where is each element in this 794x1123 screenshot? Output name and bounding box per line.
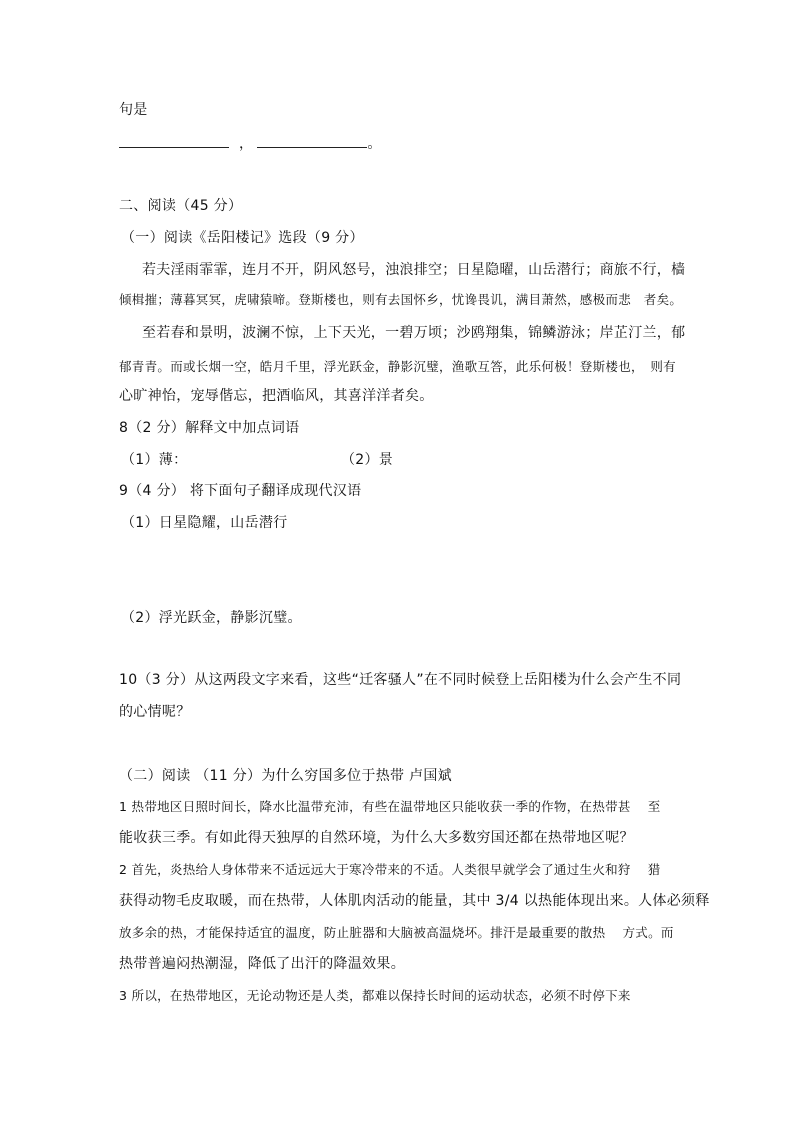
passage-3-para-3-line-1: 3 所以，在热带地区，无论动物还是人类，都难以保持长时间的运动状态，必须不时停下来 bbox=[119, 988, 631, 1003]
question-9-item-1: （1）日星隐耀，山岳潜行 bbox=[121, 515, 288, 531]
blank-end-period: 。 bbox=[367, 136, 382, 152]
answer-blanks-row bbox=[119, 135, 382, 153]
question-9: 9（4 分） 将下面句子翻译成现代汉语 bbox=[119, 483, 362, 499]
blank-separator: ， bbox=[239, 136, 254, 152]
passage-3-para-2-line-1: 2 首先，炎热给人身体带来不适远远大于寒冷带来的不适。人类很早就学会了通过生火和狩 猎 bbox=[119, 862, 661, 877]
part-1-title: （一）阅读《岳阳楼记》选段（9 分） bbox=[121, 230, 364, 246]
passage-3-para-2-line-4: 热带普遍闷热潮湿，降低了出汗的降温效果。 bbox=[119, 956, 405, 972]
passage-1-line-2: 倾楫摧；薄暮冥冥，虎啸猿啼。登斯楼也，则有去国怀乡，忧谗畏讥，满目萧然，感极而悲 者矣。 bbox=[119, 292, 683, 307]
question-10-line-1: 10（3 分）从这两段文字来看，这些“迁客骚人”在不同时候登上岳阳楼为什么会产生不同 bbox=[119, 672, 682, 688]
question-9-item-2: （2）浮光跃金，静影沉璧。 bbox=[121, 610, 302, 626]
passage-2-line-3: 心旷神怡，宠辱偕忘，把酒临风，其喜洋洋者矣。 bbox=[119, 388, 434, 404]
part-2-title: （二）阅读 （11 分）为什么穷国多位于热带 卢国斌 bbox=[119, 768, 452, 784]
section-2-title: 二、阅读（45 分） bbox=[119, 198, 243, 214]
question-7-tail: 句是 bbox=[119, 102, 148, 118]
passage-3-para-2-line-2: 获得动物毛皮取暖，而在热带，人体肌肉活动的能量，其中 3/4 以热能体现出来。人体必须释 bbox=[119, 893, 710, 909]
question-8-item-1: （1）薄： bbox=[121, 452, 188, 468]
question-8-item-2: （2）景 bbox=[341, 452, 394, 468]
passage-3-para-2-line-3: 放多余的热，才能保持适宜的温度，防止脏器和大脑被高温烧坏。排汗是最重要的散热 方式。而 bbox=[119, 925, 674, 940]
passage-2-line-1: 至若春和景明，波澜不惊，上下天光，一碧万顷；沙鸥翔集，锦鳞游泳；岸芷汀兰，郁 bbox=[142, 325, 686, 341]
passage-3-para-1-line-2: 能收获三季。有如此得天独厚的自然环境，为什么大多数穷国还都在热带地区呢？ bbox=[119, 830, 634, 846]
passage-3-para-1-line-1: 1 热带地区日照时间长，降水比温带充沛，有些在温带地区只能收获一季的作物，在热带甚 至 bbox=[119, 799, 661, 814]
question-8: 8（2 分）解释文中加点词语 bbox=[119, 420, 300, 436]
question-10-line-2: 的心情呢？ bbox=[119, 704, 191, 720]
passage-1-line-1: 若夫淫雨霏霏，连月不开，阴风怒号，浊浪排空；日星隐曜，山岳潜行；商旅不行，樯 bbox=[142, 262, 686, 278]
answer-blank-1[interactable] bbox=[119, 135, 229, 148]
passage-2-line-2: 郁青青。而或长烟一空，皓月千里，浮光跃金，静影沉璧，渔歌互答，此乐何极！登斯楼也， 则有 bbox=[119, 359, 676, 374]
answer-blank-2[interactable] bbox=[257, 135, 367, 148]
